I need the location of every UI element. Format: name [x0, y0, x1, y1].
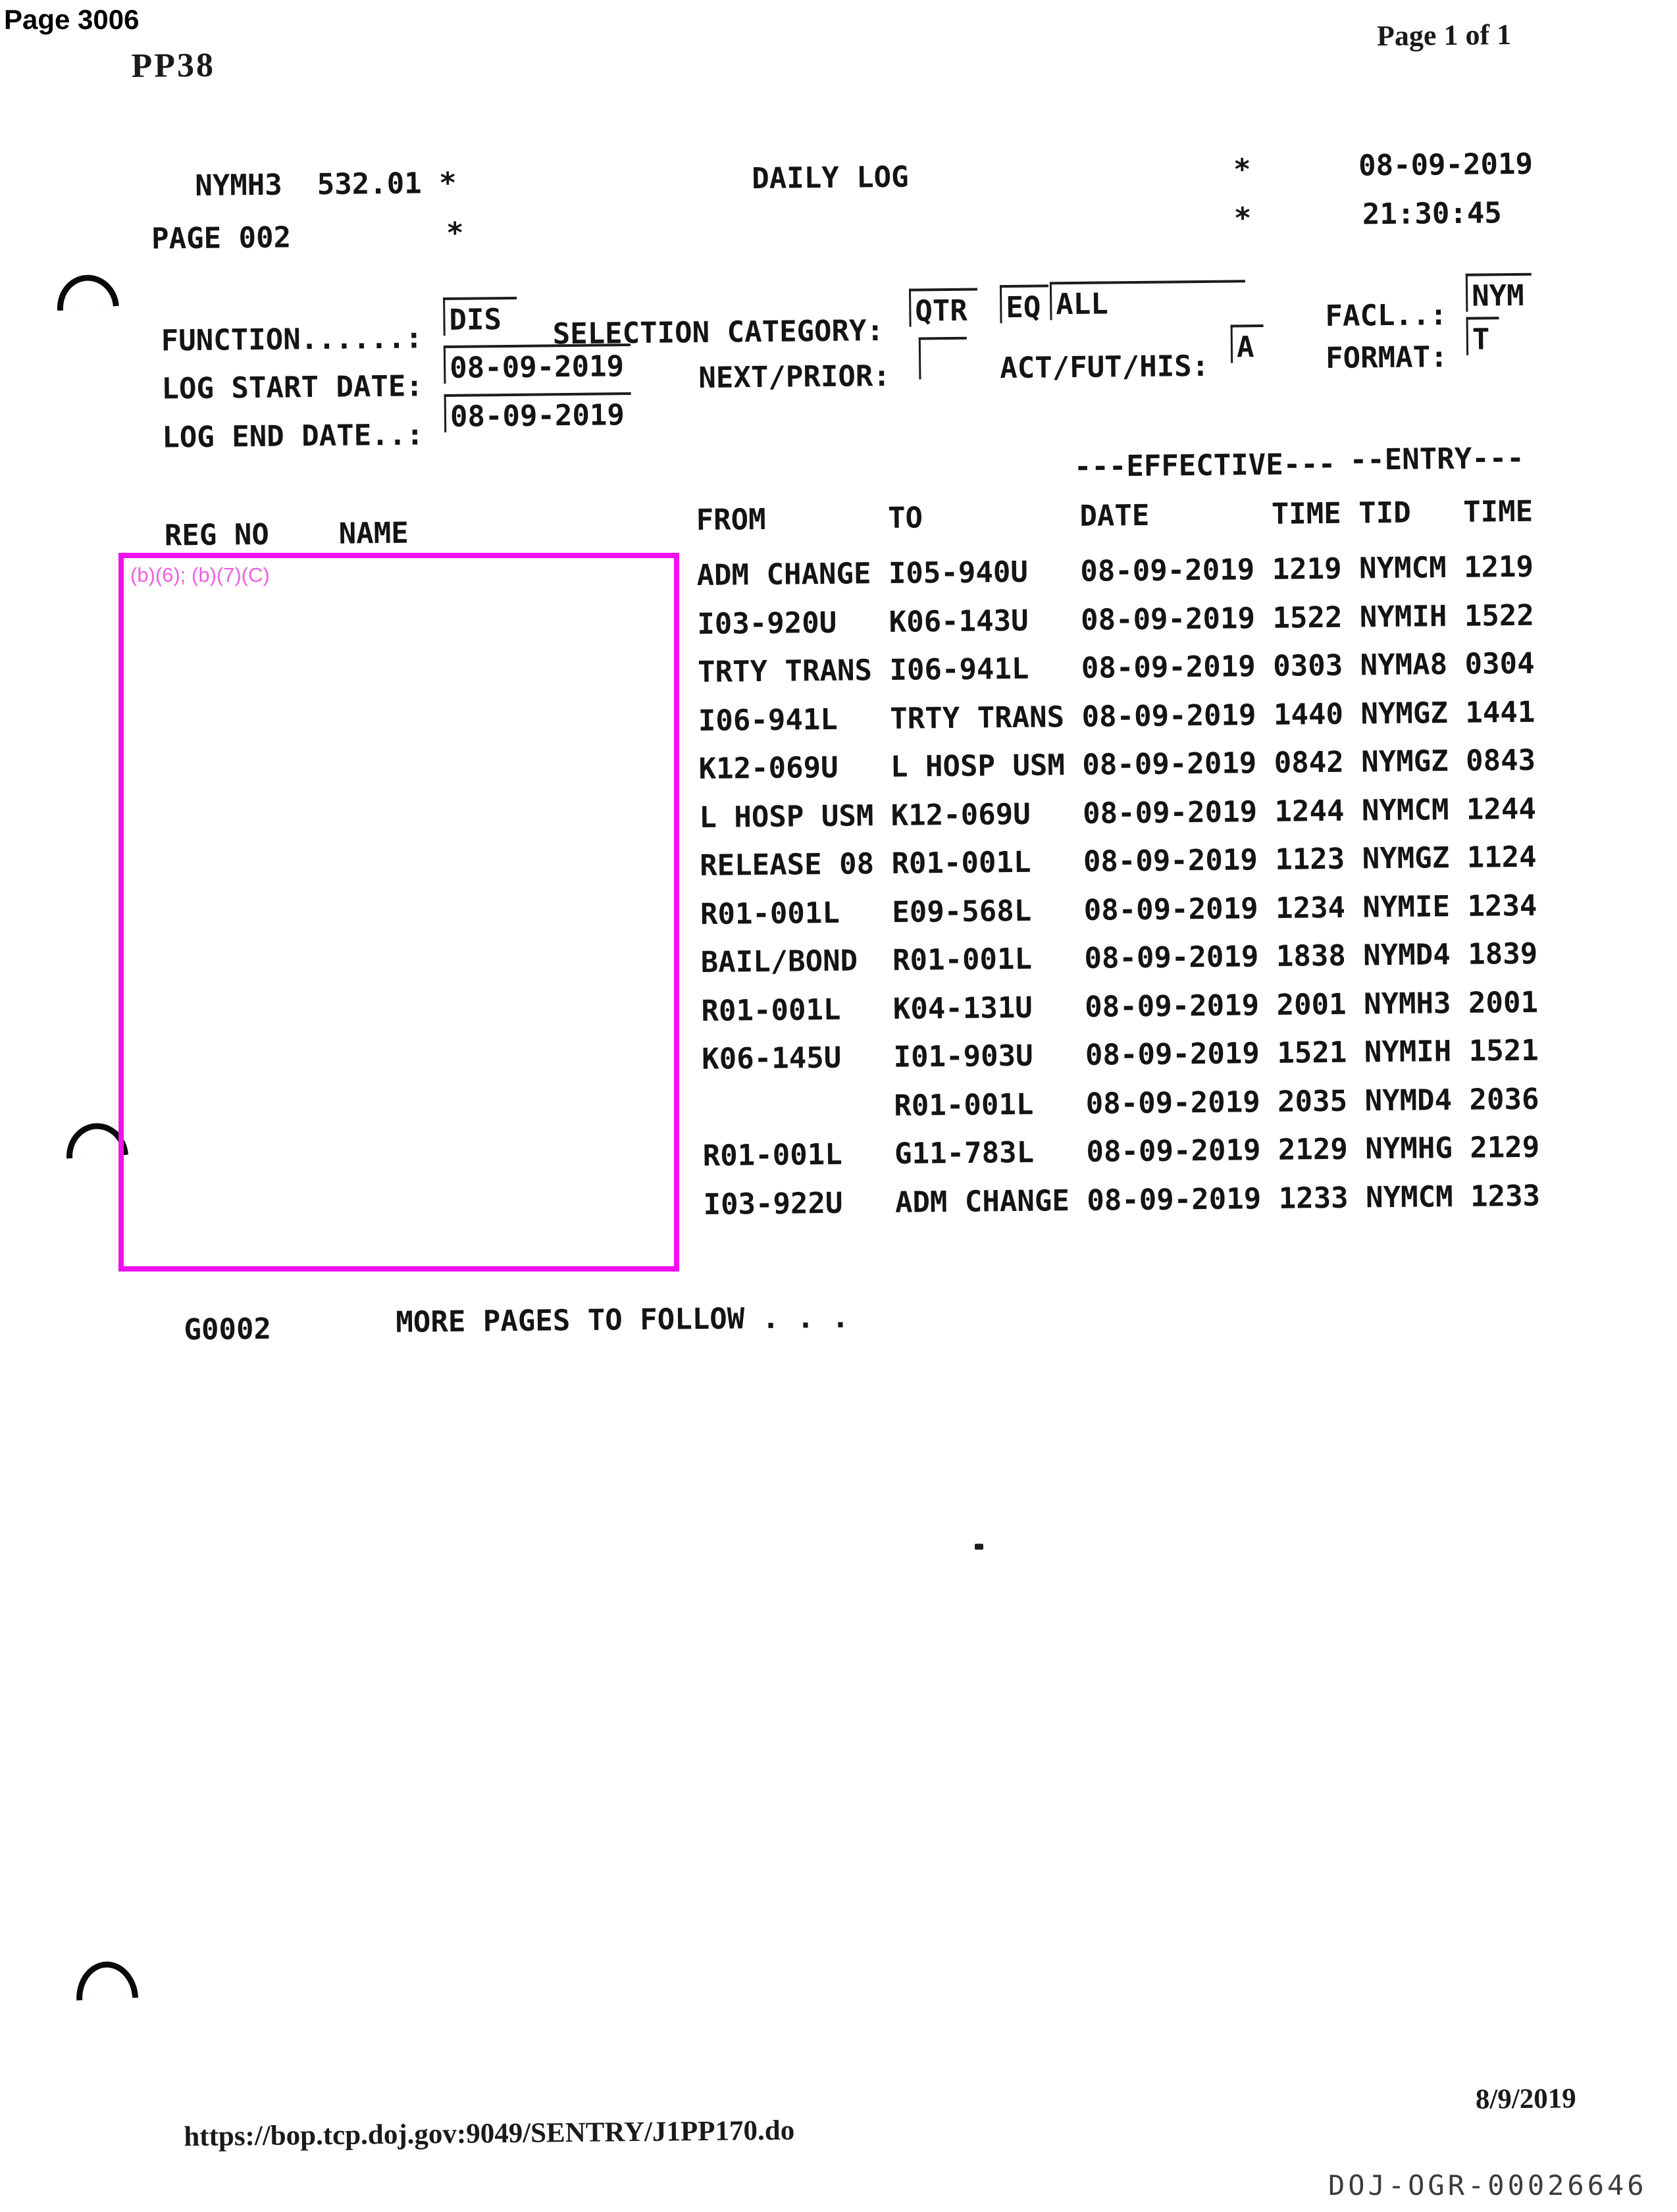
log-row: R01-001L K04-131U 08-09-2019 2001 NYMH3 2001	[701, 985, 1539, 1028]
log-row: K06-145U I01-903U 08-09-2019 1521 NYMIH 1521	[701, 1033, 1539, 1076]
status-message: MORE PAGES TO FOLLOW . . .	[396, 1300, 850, 1339]
log-row: K12-069U L HOSP USM 08-09-2019 0842 NYMGZ 0843	[698, 743, 1536, 786]
report-id: NYMH3 532.01 *	[195, 166, 457, 203]
log-row: R01-001L G11-783L 08-09-2019 2129 NYMHG 2129	[702, 1130, 1540, 1173]
print-page-indicator: Page 1 of 1	[1376, 18, 1512, 53]
report-page-number: PAGE 002	[151, 220, 292, 256]
header-star-right: *	[1233, 201, 1252, 236]
log-row: I06-941L TRTY TRANS 08-09-2019 1440 NYMGZ 1441	[698, 695, 1535, 738]
log-row: I03-920U K06-143U 08-09-2019 1522 NYMIH 1522	[697, 598, 1535, 642]
format-label: FORMAT:	[1325, 340, 1448, 375]
log-end-date-label: LOG END DATE..:	[162, 418, 424, 455]
header-star-top: *	[1233, 153, 1251, 187]
status-code: G0002	[184, 1312, 272, 1347]
redaction-box	[118, 553, 679, 1272]
next-prior-label: NEXT/PRIOR:	[698, 359, 891, 395]
report-title: DAILY LOG	[751, 160, 909, 196]
redaction-exemption-label: (b)(6); (b)(7)(C)	[130, 563, 270, 586]
format-field: T	[1466, 317, 1499, 355]
report-date: 08-09-2019	[1358, 147, 1534, 183]
entry-group-header: --ENTRY---	[1349, 441, 1524, 477]
function-field: DIS	[443, 297, 517, 336]
log-row: I03-922U ADM CHANGE 08-09-2019 1233 NYMCM 1233	[703, 1179, 1541, 1222]
log-row: BAIL/BOND R01-001L 08-09-2019 1838 NYMD4 1839	[700, 937, 1538, 979]
footer-url: https://bop.tcp.doj.gov:9049/SENTRY/J1PP170.do	[184, 2115, 795, 2153]
operator-field: EQ	[1000, 284, 1049, 323]
log-start-date-label: LOG START DATE:	[161, 369, 424, 406]
log-row: RELEASE 08 R01-001L 08-09-2019 1123 NYMGZ 1124	[699, 840, 1537, 883]
log-row: L HOSP USM K12-069U 08-09-2019 1244 NYMCM 1244	[699, 792, 1537, 835]
doj-ogr-stamp: DOJ-OGR-00026646	[1328, 2169, 1647, 2201]
criteria-field: ALL	[1050, 280, 1246, 320]
log-row: ADM CHANGE I05-940U 08-09-2019 1219 NYMCM 1219	[696, 550, 1534, 593]
header-star-left: *	[446, 216, 464, 250]
log-end-date-field: 08-09-2019	[444, 392, 632, 432]
log-row: R01-001L E09-568L 08-09-2019 1234 NYMIE 1234	[700, 888, 1537, 931]
columns-header: FROM TO DATE TIME TID TIME	[696, 494, 1534, 538]
form-code: PP38	[131, 46, 216, 85]
reg-no-name-header: REG NO NAME	[164, 516, 409, 553]
function-label: FUNCTION......:	[161, 321, 423, 358]
footer-date: 8/9/2019	[1475, 2083, 1577, 2115]
act-fut-his-label: ACT/FUT/HIS:	[1000, 349, 1210, 386]
selection-category-label: SELECTION CATEGORY:	[552, 314, 885, 351]
report-time: 21:30:45	[1362, 196, 1503, 232]
facl-label: FACL..:	[1325, 298, 1448, 334]
log-start-date-field: 08-09-2019	[444, 344, 631, 384]
bates-page-label: Page 3006	[4, 4, 140, 35]
act-fut-his-field: A	[1231, 324, 1264, 363]
facl-field: NYM	[1466, 273, 1532, 312]
log-row: TRTY TRANS I06-941L 08-09-2019 0303 NYMA8 0304	[697, 646, 1535, 690]
effective-group-header: ---EFFECTIVE---	[1073, 447, 1336, 484]
log-row: R01-001L 08-09-2019 2035 NYMD4 2036	[702, 1082, 1539, 1125]
selection-category-field: QTR	[909, 288, 978, 327]
